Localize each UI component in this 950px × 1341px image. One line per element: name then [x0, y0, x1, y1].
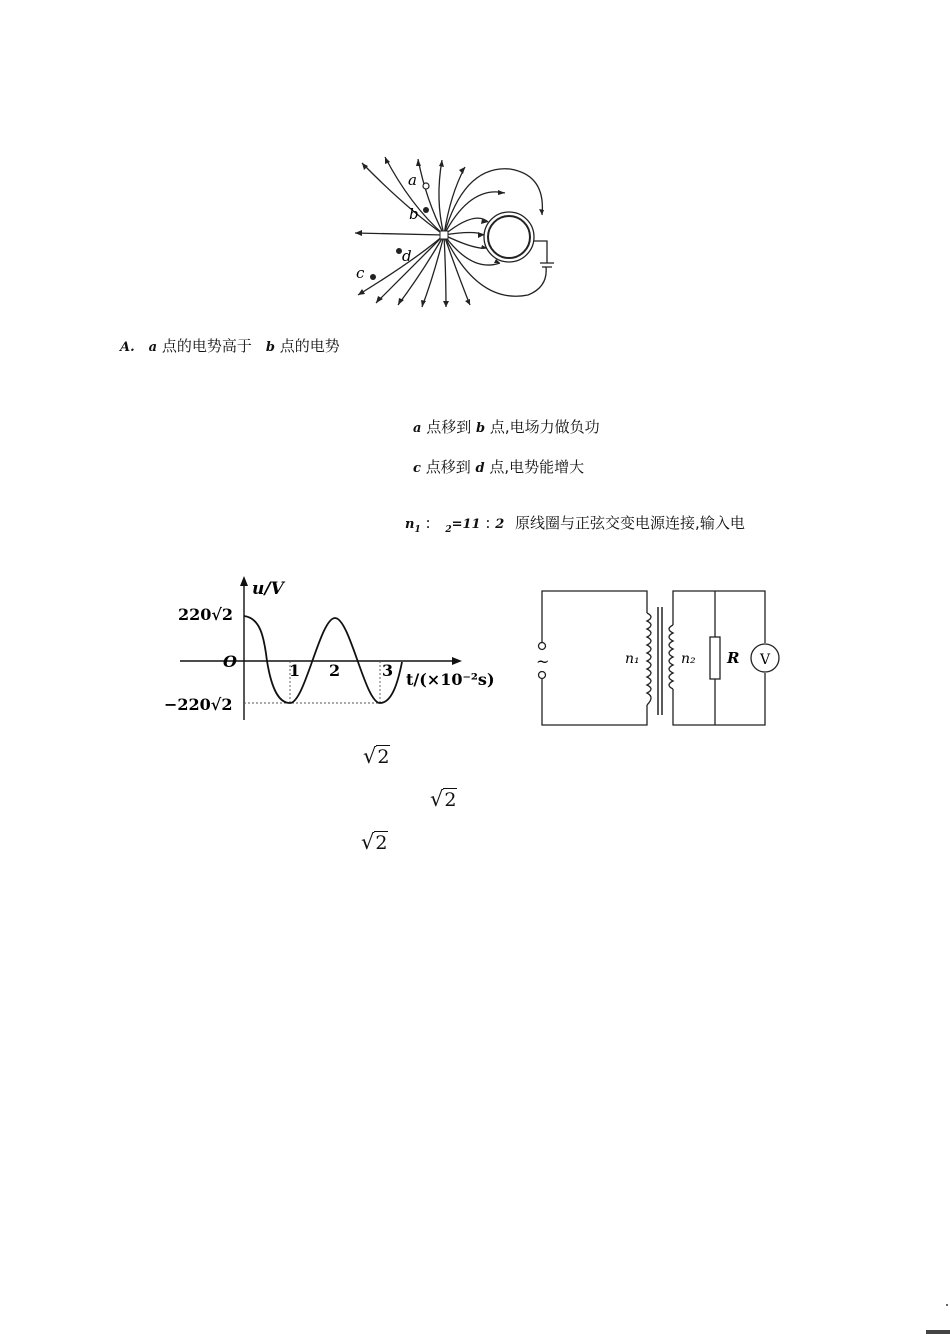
- option-text: 点的电势: [279, 337, 340, 355]
- option-a: A. a 点的电势高于 b 点的电势: [120, 337, 340, 355]
- source-terminal-bottom: [539, 672, 546, 679]
- label-d: d: [402, 247, 412, 265]
- origin-label: O: [223, 652, 237, 671]
- voltage-curve: [244, 616, 402, 703]
- transformer-circuit: [535, 585, 785, 730]
- page-mark: [946, 1304, 948, 1306]
- resistor: [710, 637, 720, 679]
- point-var: a: [148, 340, 158, 355]
- option-c: [413, 418, 600, 438]
- option-text: 点,电场力做负功: [489, 418, 600, 436]
- tick-3: 3: [382, 661, 394, 680]
- electric-field-figure: [350, 155, 560, 310]
- option-text: 点移到: [426, 418, 472, 436]
- option-text: 点的电势高于: [161, 337, 252, 355]
- point-charge: [440, 231, 448, 239]
- point-var: a: [413, 421, 422, 436]
- point-var: d: [475, 461, 485, 476]
- secondary-coil: [669, 625, 673, 689]
- point-c: [370, 274, 376, 280]
- voltmeter-label: V: [760, 652, 771, 668]
- tick-1: 1: [289, 661, 301, 680]
- option-text: 点,电势能增大: [489, 458, 585, 476]
- option-text: 点移到: [425, 458, 471, 476]
- n1-var: n: [405, 517, 415, 532]
- point-a: [423, 183, 429, 189]
- resistor-label: R: [727, 649, 740, 667]
- tick-2: 2: [329, 661, 341, 680]
- source-symbol: ~: [536, 652, 550, 671]
- label-c: c: [356, 264, 365, 282]
- primary-coil: [647, 613, 651, 705]
- x-axis-label: t/(×10⁻²s): [406, 670, 495, 689]
- point-b: [423, 207, 429, 213]
- transformer-text: 原线圈与正弦交变电源连接,输入电: [515, 514, 745, 532]
- point-var: b: [476, 421, 486, 436]
- source-terminal-top: [539, 643, 546, 650]
- y-max-label: 220√2: [178, 605, 234, 624]
- transformer-line: $n_1$ : $_2$=11 : 2 原线圈与正弦交变电源连接,输入电: [405, 514, 745, 535]
- option-letter: A: [120, 340, 131, 355]
- ground-symbol: [534, 241, 554, 267]
- option-d: [413, 458, 584, 478]
- sqrt-2-item-3: √2: [361, 830, 388, 854]
- sqrt-2-item-1: √2: [363, 744, 390, 768]
- label-b: b: [409, 205, 419, 223]
- point-var: c: [413, 461, 421, 476]
- page-edge-bar: [926, 1330, 950, 1334]
- y-min-label: −220√2: [164, 695, 233, 714]
- n2-label: n₂: [681, 651, 696, 667]
- conductor-sphere: [484, 212, 534, 262]
- y-axis-label: u/V: [252, 579, 284, 599]
- n1-label: n₁: [625, 651, 640, 667]
- voltage-waveform-graph: [160, 572, 510, 724]
- label-a: a: [408, 171, 417, 189]
- sqrt-2-item-2: √2: [430, 787, 457, 811]
- point-var: b: [265, 340, 275, 355]
